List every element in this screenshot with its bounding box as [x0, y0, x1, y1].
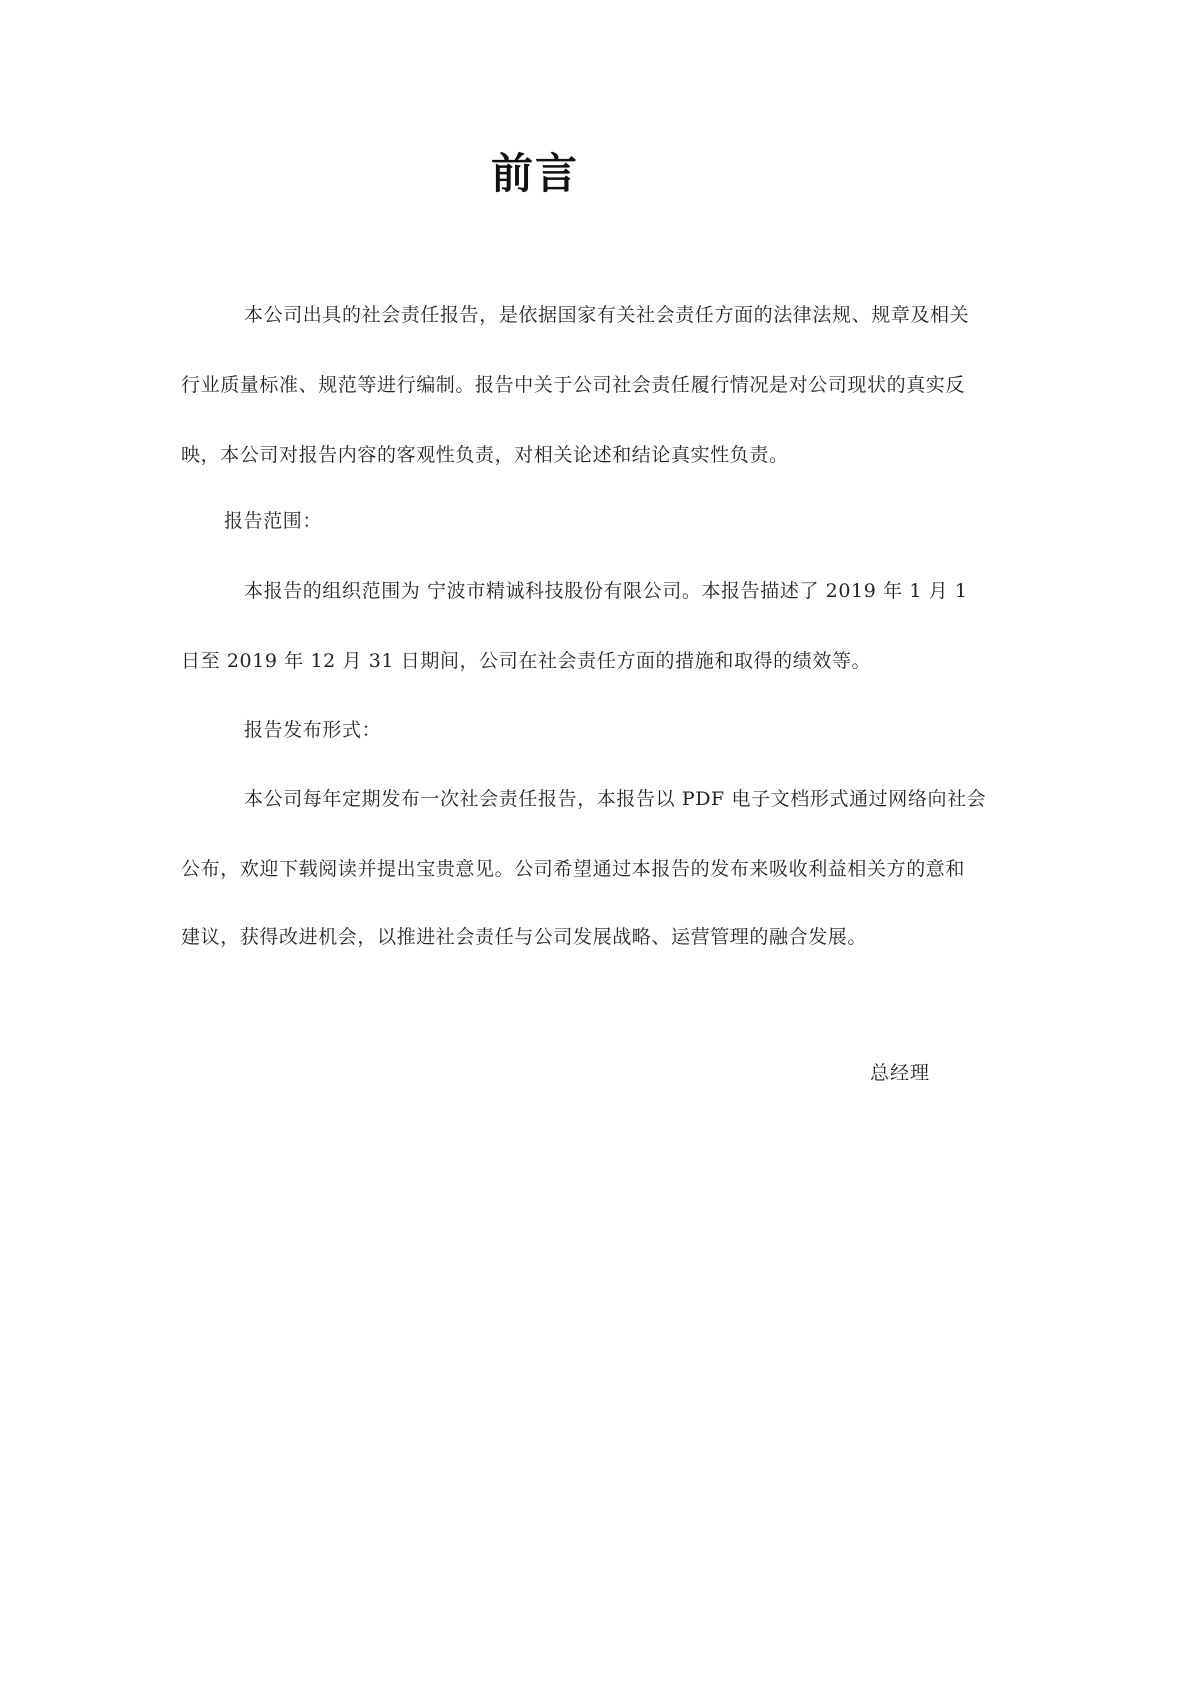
- paragraph-scope-line-1: 本报告的组织范围为 宁波市精诚科技股份有限公司。本报告描述了 2019 年 1 月 1: [244, 580, 968, 602]
- paragraph-publication-line-1: 本公司每年定期发布一次社会责任报告，本报告以 PDF 电子文档形式通过网络向社会: [244, 788, 987, 810]
- paragraph-publication-line-3: 建议，获得改进机会，以推进社会责任与公司发展战略、运营管理的融合发展。: [181, 926, 868, 948]
- paragraph-scope-line-2: 日至 2019 年 12 月 31 日期间，公司在社会责任方面的措施和取得的绩效等。: [181, 650, 872, 672]
- paragraph-publication-line-2: 公布，欢迎下载阅读并提出宝贵意见。公司希望通过本报告的发布来吸收利益相关方的意和: [181, 858, 966, 880]
- page-title: 前言: [490, 149, 579, 198]
- section-heading-publication: 报告发布形式：: [244, 719, 382, 741]
- paragraph-intro-line-3: 映，本公司对报告内容的客观性负责，对相关论述和结论真实性负责。: [181, 444, 789, 466]
- paragraph-intro-line-2: 行业质量标准、规范等进行编制。报告中关于公司社会责任履行情况是对公司现状的真实反: [181, 374, 966, 396]
- section-heading-scope: 报告范围：: [224, 510, 323, 532]
- signature-general-manager: 总经理: [870, 1062, 931, 1084]
- paragraph-intro-line-1: 本公司出具的社会责任报告，是依据国家有关社会责任方面的法律法规、规章及相关: [244, 304, 970, 326]
